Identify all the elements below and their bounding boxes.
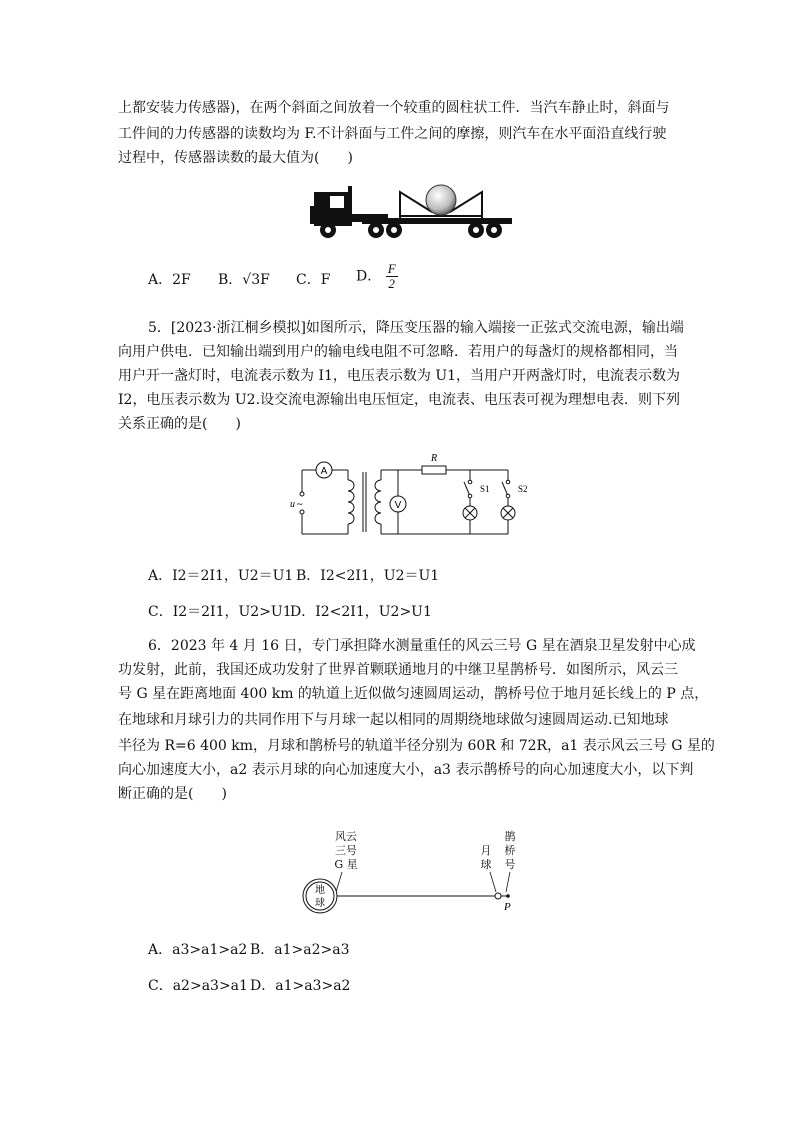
q6-text-line-2: 功发射，此前，我国还成功发射了世界首颗联通地月的中继卫星鹊桥号．如图所示，风云三	[118, 662, 678, 678]
moon-pointer	[490, 872, 496, 892]
lamp-1	[463, 506, 477, 520]
q6-option-c[interactable]: C．a2>a3>a1	[148, 978, 248, 994]
fengyun-label-line-1: 风云	[335, 830, 357, 843]
q4-text-line-3: 过程中，传感器读数的最大值为( )	[118, 150, 353, 166]
earth-label-line-2: 球	[315, 898, 325, 909]
secondary-coil	[375, 480, 381, 524]
truck-window	[330, 196, 344, 208]
fraction-numerator: F	[387, 261, 396, 276]
q6-text-line-5: 半径为 R=6 400 km，月球和鹊桥号的轨道半径分别为 60R 和 72R，a1 表示风云三号 G 星的	[118, 738, 715, 754]
q4-text-line-1: 上都安装力传感器)，在两个斜面之间放着一个较重的圆柱状工件．当汽车静止时，斜面与	[118, 100, 670, 116]
moon-label-line-2: 球	[480, 858, 492, 871]
fraction-denominator: 2	[388, 276, 395, 291]
source-label: u	[290, 499, 295, 510]
truck-figure	[308, 180, 516, 242]
q6-text-line-3: 号 G 星在距离地面 400 km 的轨道上近似做匀速圆周运动，鹊桥号位于地月延长线上的 P 点，	[118, 686, 709, 702]
q6-text-line-7: 断正确的是( )	[118, 786, 227, 802]
q5-text-line-3: 用户开一盏灯时，电流表示数为 I1，电压表示数为 U1，当用户开两盏灯时，电流表示数为	[118, 368, 681, 384]
transformer-circuit-diagram	[286, 450, 526, 542]
q5-option-d[interactable]: D．I2<2I1，U2>U1	[290, 604, 432, 620]
q5-option-b[interactable]: B．I2<2I1，U2＝U1	[296, 568, 440, 584]
fengyun-label-line-2: 三号	[335, 844, 357, 857]
voltmeter-label: V	[394, 500, 402, 511]
q6-option-a[interactable]: A．a3>a1>a2	[148, 942, 248, 958]
q5-text-line-4: I2，电压表示数为 U2.设交流电源输出电压恒定，电流表、电压表可视为理想电表．则下列	[118, 392, 681, 408]
q4-option-c[interactable]: C．F	[296, 272, 331, 288]
q6-text-line-6: 向心加速度大小，a2 表示月球的向心加速度大小，a3 表示鹊桥号的向心加速度大小，以下判	[118, 762, 694, 778]
resistor-label: R	[430, 453, 438, 464]
q5-option-a[interactable]: A．I2＝2I1，U2＝U1	[148, 568, 294, 584]
queqiao-label-line-1: 鹊	[504, 830, 516, 843]
source-tilde: ~	[296, 500, 304, 510]
q6-option-b[interactable]: B．a1>a2>a3	[250, 942, 350, 958]
queqiao-label-line-3: 号	[504, 858, 516, 871]
earth-label-line-1: 地	[315, 885, 325, 896]
q6-text-line-1: 6．2023 年 4 月 16 日，专门承担降水测量重任的风云三号 G 星在酒泉卫星发射中心成	[148, 638, 696, 654]
resistor	[422, 466, 446, 474]
point-p-label: P	[504, 901, 511, 913]
point-p	[506, 894, 510, 898]
fengyun-label-line-3: G 星	[334, 858, 358, 871]
queqiao-pointer	[506, 872, 510, 892]
trailer-bed	[362, 218, 512, 224]
q5-option-c[interactable]: C．I2＝2I1，U2>U1	[148, 604, 292, 620]
moon	[495, 893, 501, 899]
ammeter-label: A	[320, 466, 328, 477]
q5-text-line-1: 5．[2023·浙江桐乡模拟]如图所示，降压变压器的输入端接一正弦式交流电源，输出端	[148, 320, 684, 336]
truck-front	[310, 206, 316, 224]
q4-option-d-fraction	[386, 262, 398, 291]
switch-s1-label: S1	[480, 484, 490, 494]
cylinder-workpiece	[426, 185, 456, 215]
q6-option-d[interactable]: D．a1>a3>a2	[250, 978, 351, 994]
q4-option-b[interactable]: B．√3F	[218, 272, 270, 288]
q5-text-line-5: 关系正确的是( )	[118, 416, 241, 432]
q4-option-d[interactable]	[356, 262, 398, 291]
switch-s2-label: S2	[518, 484, 528, 494]
moon-label-line-1: 月	[480, 844, 492, 857]
primary-coil	[348, 480, 354, 524]
earth-moon-satellite-diagram	[298, 826, 530, 920]
q5-text-line-2: 向用户供电．已知输出端到用户的输电线电阻不可忽略．若用户的每盏灯的规格都相同，当	[118, 344, 678, 360]
q4-option-d-prefix: D．	[356, 268, 382, 285]
q6-text-line-4: 在地球和月球引力的共同作用下与月球一起以相同的周期绕地球做匀速圆周运动.已知地球	[118, 712, 669, 728]
q4-option-a[interactable]: A．2F	[148, 272, 191, 288]
queqiao-label-line-2: 桥	[504, 844, 516, 857]
lamp-2	[501, 506, 515, 520]
fengyun-pointer	[336, 872, 342, 892]
q4-text-line-2: 工件间的力传感器的读数均为 F.不计斜面与工件之间的摩擦，则汽车在水平面沿直线行驶	[118, 126, 667, 142]
